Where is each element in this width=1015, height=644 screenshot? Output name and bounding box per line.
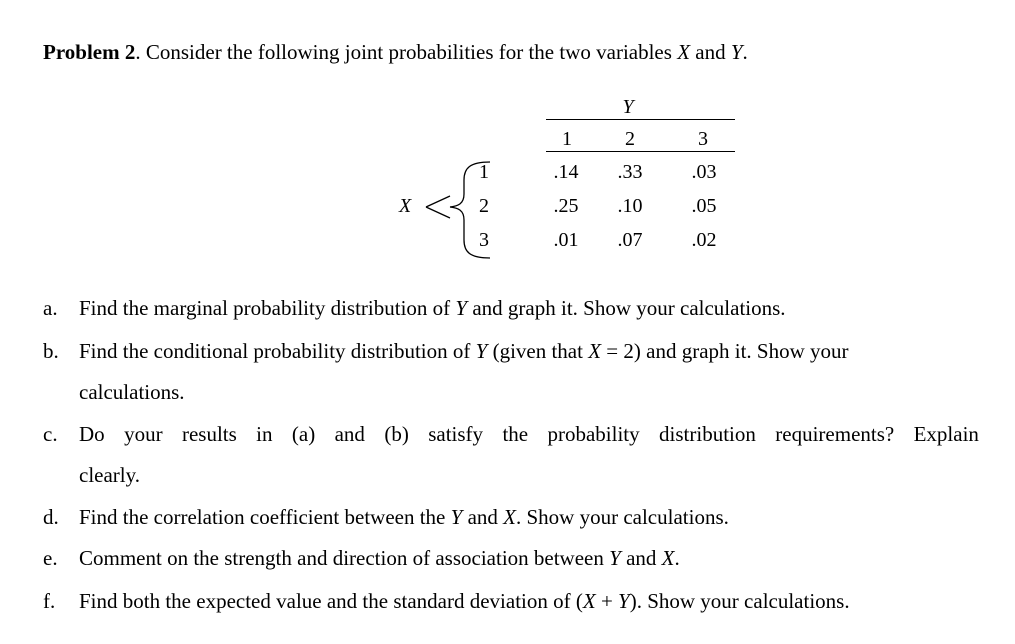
table-cell: .03 xyxy=(691,161,717,183)
table-cell: .10 xyxy=(617,195,643,217)
col-header: 1 xyxy=(562,128,572,150)
table-cell: .25 xyxy=(553,195,579,217)
col-variable-label: Y xyxy=(622,96,634,118)
header-rule xyxy=(546,151,735,152)
row-header: 1 xyxy=(479,161,489,183)
top-rule xyxy=(546,119,735,120)
table-cell: .14 xyxy=(553,161,579,183)
col-header: 3 xyxy=(698,128,708,150)
table-cell: .33 xyxy=(617,161,643,183)
table-cell: .07 xyxy=(617,229,643,251)
question-c-continuation: clearly. xyxy=(79,463,141,487)
table-cell: .01 xyxy=(553,229,579,251)
row-header: 2 xyxy=(479,195,489,217)
problem-title: Problem 2. Consider the following joint probabilities for the two variables X and Y. xyxy=(43,40,748,64)
col-header: 2 xyxy=(625,128,635,150)
table-cell: .02 xyxy=(691,229,717,251)
row-header: 3 xyxy=(479,229,489,251)
question-b-continuation: calculations. xyxy=(79,380,185,404)
table-cell: .05 xyxy=(691,195,717,217)
problem-number: Problem 2 xyxy=(43,40,136,64)
joint-probability-table xyxy=(0,0,1015,280)
row-variable-label: X xyxy=(399,195,412,217)
